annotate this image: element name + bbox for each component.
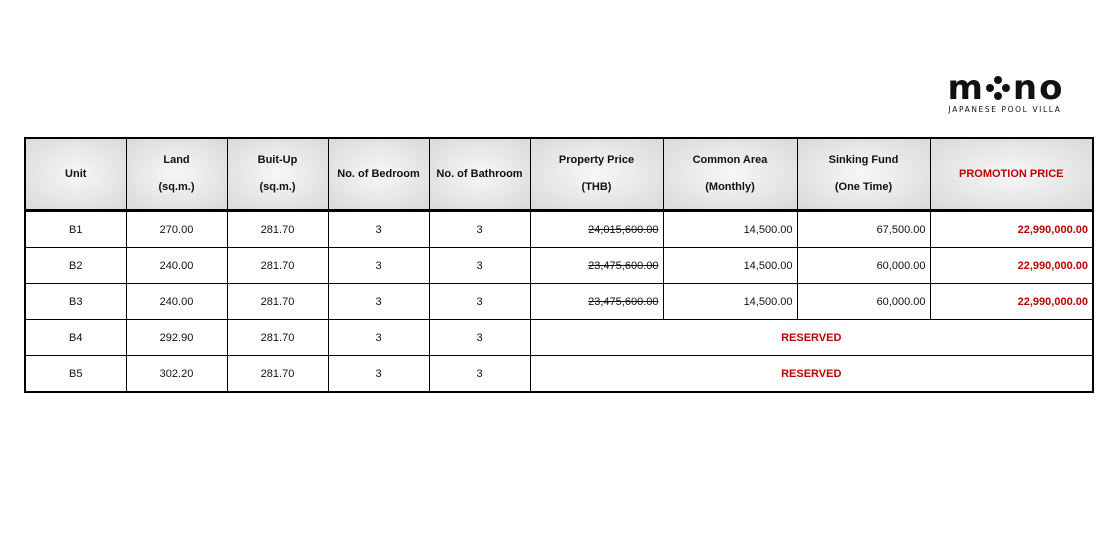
- table-row: [25, 211, 1093, 248]
- price-list-table: [24, 137, 1094, 393]
- cell-reserved-status: RESERVED: [530, 356, 1093, 393]
- cell-bedroom: 3: [328, 356, 429, 393]
- cell-unit: B4: [25, 320, 126, 356]
- cell-sinking: 60,000.00: [797, 284, 930, 320]
- brand-logo: [940, 68, 1070, 114]
- logo-tagline: JAPANESE POOL VILLA: [948, 105, 1062, 114]
- cell-promo: 22,990,000.00: [930, 211, 1093, 248]
- col-header-bedroom: No. of Bedroom: [328, 138, 429, 211]
- cell-land: 302.20: [126, 356, 227, 393]
- cell-sinking: 60,000.00: [797, 248, 930, 284]
- table-row: [25, 248, 1093, 284]
- cell-bathroom: 3: [429, 284, 530, 320]
- cell-bathroom: 3: [429, 356, 530, 393]
- table-header-row: [25, 138, 1093, 211]
- col-header-sinking: Sinking Fund (One Time): [797, 138, 930, 211]
- cell-land: 240.00: [126, 284, 227, 320]
- cell-unit: B1: [25, 211, 126, 248]
- cell-sinking: 67,500.00: [797, 211, 930, 248]
- col-header-builtup: Buit-Up (sq.m.): [227, 138, 328, 211]
- cell-price: 24,015,600.00: [530, 211, 663, 248]
- cell-builtup: 281.70: [227, 356, 328, 393]
- cell-bathroom: 3: [429, 211, 530, 248]
- col-header-unit: Unit: [25, 138, 126, 211]
- cell-promo: 22,990,000.00: [930, 284, 1093, 320]
- col-header-price: Property Price (THB): [530, 138, 663, 211]
- table-row: [25, 356, 1093, 393]
- cell-price: 23,475,600.00: [530, 284, 663, 320]
- cell-bedroom: 3: [328, 284, 429, 320]
- col-header-common: Common Area (Monthly): [663, 138, 797, 211]
- cell-common: 14,500.00: [663, 284, 797, 320]
- cell-builtup: 281.70: [227, 320, 328, 356]
- table-row: [25, 284, 1093, 320]
- cell-builtup: 281.70: [227, 248, 328, 284]
- cell-bathroom: 3: [429, 320, 530, 356]
- cell-bedroom: 3: [328, 320, 429, 356]
- cell-land: 240.00: [126, 248, 227, 284]
- cell-unit: B3: [25, 284, 126, 320]
- cell-bedroom: 3: [328, 211, 429, 248]
- cell-unit: B5: [25, 356, 126, 393]
- cell-price: 23,475,600.00: [530, 248, 663, 284]
- col-header-land: Land (sq.m.): [126, 138, 227, 211]
- cell-land: 270.00: [126, 211, 227, 248]
- cell-bathroom: 3: [429, 248, 530, 284]
- flower-dots-icon: [985, 75, 1011, 101]
- cell-common: 14,500.00: [663, 248, 797, 284]
- logo-letter-n: n: [1012, 68, 1038, 108]
- cell-builtup: 281.70: [227, 211, 328, 248]
- logo-letter-o: o: [1039, 68, 1063, 108]
- cell-bedroom: 3: [328, 248, 429, 284]
- cell-builtup: 281.70: [227, 284, 328, 320]
- logo-wordmark: [940, 68, 1070, 108]
- col-header-promo: PROMOTION PRICE: [930, 138, 1093, 211]
- cell-promo: 22,990,000.00: [930, 248, 1093, 284]
- cell-reserved-status: RESERVED: [530, 320, 1093, 356]
- col-header-bathroom: No. of Bathroom: [429, 138, 530, 211]
- table-row: [25, 320, 1093, 356]
- cell-unit: B2: [25, 248, 126, 284]
- cell-land: 292.90: [126, 320, 227, 356]
- cell-common: 14,500.00: [663, 211, 797, 248]
- logo-letter-m: m: [947, 68, 983, 108]
